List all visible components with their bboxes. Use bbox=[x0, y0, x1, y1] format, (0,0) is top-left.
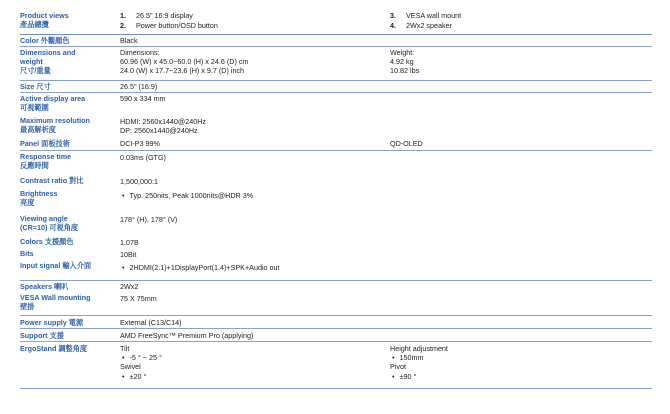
item-text: 2Wx2 speaker bbox=[406, 21, 452, 30]
item-text: VESA wall mount bbox=[406, 11, 462, 20]
support-label: Support 支援 bbox=[20, 331, 64, 340]
brightness-label bbox=[20, 189, 116, 207]
color-label: Color 外觀顏色 bbox=[20, 36, 70, 45]
bits-value: 10Bit bbox=[120, 250, 137, 259]
ergostand-label: ErgoStand 調整角度 bbox=[20, 344, 88, 353]
row-color bbox=[20, 35, 652, 47]
product-views-label-en: Product views bbox=[20, 11, 69, 20]
row-performance bbox=[20, 151, 652, 281]
dimensions-cm: 60.96 (W) x 45.0~60.0 (H) x 24.6 (D) cm bbox=[120, 57, 249, 67]
max-res-values bbox=[120, 117, 206, 135]
viewing-label bbox=[20, 214, 116, 232]
speakers-value: 2Wx2 bbox=[120, 282, 139, 291]
active-area-label-en: Active display area bbox=[20, 94, 86, 103]
dimensions-title: Dimensions: bbox=[120, 48, 160, 57]
response-label bbox=[20, 152, 116, 170]
contrast-value: 1,500,000:1 bbox=[120, 177, 158, 186]
response-label-en: Response time bbox=[20, 152, 72, 161]
vesa-value: 75 X 75mm bbox=[120, 294, 157, 303]
weight-lbs: 10.82 lbs bbox=[390, 66, 420, 76]
max-res-dp: DP: 2560x1440@240Hz bbox=[120, 126, 198, 136]
max-res-label-en: Maximum resolution bbox=[20, 116, 90, 125]
speakers-label: Speakers 喇叭 bbox=[20, 282, 69, 291]
response-label-zh: 反應時間 bbox=[20, 161, 49, 170]
active-area-value: 590 x 334 mm bbox=[120, 94, 166, 103]
pivot-value bbox=[390, 372, 448, 381]
row-support bbox=[20, 329, 652, 342]
active-area-label bbox=[20, 94, 116, 112]
viewing-label-line1: Viewing angle bbox=[20, 214, 68, 223]
dimensions-label bbox=[20, 48, 116, 75]
vesa-label bbox=[20, 293, 116, 311]
viewing-value: 178° (H), 178° (V) bbox=[120, 215, 178, 224]
row-ergostand bbox=[20, 342, 652, 389]
size-value: 26.5" (16:9) bbox=[120, 82, 158, 91]
product-views-label bbox=[20, 11, 116, 29]
support-value: AMD FreeSync™ Premium Pro (applying) bbox=[120, 331, 254, 340]
active-area-label-zh: 可視範圍 bbox=[20, 103, 49, 112]
panel-value: DCI-P3 99% bbox=[120, 139, 160, 148]
product-view-item-1 bbox=[120, 11, 193, 20]
weight-kg: 4.92 kg bbox=[390, 57, 414, 67]
row-speakers-vesa bbox=[20, 281, 652, 316]
ergo-right bbox=[390, 344, 448, 381]
dimensions-values bbox=[120, 48, 248, 76]
max-res-label bbox=[20, 116, 116, 134]
color-value: Black bbox=[120, 36, 138, 45]
row-dimensions bbox=[20, 47, 652, 81]
row-display bbox=[20, 93, 652, 151]
dimensions-label-zh: 尺寸/重量 bbox=[20, 66, 51, 75]
viewing-label-line2: (CR=10) 可視角度 bbox=[20, 223, 79, 232]
height-value bbox=[390, 353, 448, 362]
contrast-label: Contrast ratio 對比 bbox=[20, 176, 84, 185]
height-text: • 150mm bbox=[392, 353, 424, 362]
input-signal-label: Input signal 輸入介面 bbox=[20, 261, 92, 270]
item-number: 2. bbox=[120, 21, 126, 30]
dimensions-label-line2: weight bbox=[20, 57, 43, 66]
swivel-title: Swivel bbox=[120, 362, 141, 372]
tilt-title: Tilt bbox=[120, 344, 130, 353]
item-number: 4. bbox=[390, 21, 396, 30]
vesa-label-en: VESA Wall mounting bbox=[20, 293, 91, 302]
bits-label: Bits bbox=[20, 249, 34, 258]
colors-label: Colors 支援顏色 bbox=[20, 237, 74, 246]
weight-title: Weight: bbox=[390, 48, 415, 57]
brightness-text: • Typ. 250nits, Peak 1000nits@HDR 3% bbox=[122, 191, 253, 200]
max-res-label-zh: 最高解析度 bbox=[20, 125, 56, 134]
product-view-item-2 bbox=[120, 21, 218, 30]
item-text: 26.5" 16:9 display bbox=[136, 11, 193, 20]
weight-values bbox=[390, 48, 419, 76]
brightness-label-en: Brightness bbox=[20, 189, 58, 198]
response-value: 0.03ms (GTG) bbox=[120, 153, 166, 162]
row-product-views bbox=[20, 10, 652, 35]
input-signal-value bbox=[122, 263, 280, 272]
ergo-left bbox=[120, 344, 162, 381]
row-power bbox=[20, 316, 652, 329]
size-label: Size 尺寸 bbox=[20, 82, 51, 91]
product-view-item-4 bbox=[390, 21, 452, 30]
item-number: 3. bbox=[390, 11, 396, 20]
spec-sheet bbox=[20, 10, 652, 389]
vesa-label-zh: 壁掛 bbox=[20, 302, 35, 311]
tilt-text: • -5 ° ~ 25 ° bbox=[122, 353, 162, 362]
panel-label: Panel 面板技術 bbox=[20, 139, 70, 148]
brightness-value bbox=[122, 191, 253, 200]
pivot-title: Pivot bbox=[390, 362, 406, 372]
product-views-label-zh: 產品總攬 bbox=[20, 20, 49, 29]
tilt-value bbox=[120, 353, 162, 362]
item-text: Power button/OSD button bbox=[136, 21, 218, 30]
height-title: Height adjustment bbox=[390, 344, 448, 353]
swivel-value bbox=[120, 372, 162, 381]
item-number: 1. bbox=[120, 11, 126, 20]
colors-value: 1.07B bbox=[120, 238, 139, 247]
product-view-item-3 bbox=[390, 11, 461, 20]
swivel-text: • ±20 ° bbox=[122, 372, 146, 381]
pivot-text: • ±90 ° bbox=[392, 372, 416, 381]
dimensions-label-line1: Dimensions and bbox=[20, 48, 76, 57]
brightness-label-zh: 亮度 bbox=[20, 198, 35, 207]
dimensions-inch: 24.0 (W) x 17.7~23.6 (H) x 9.7 (D) inch bbox=[120, 66, 245, 76]
row-size bbox=[20, 81, 652, 93]
max-res-hdmi: HDMI: 2560x1440@240Hz bbox=[120, 117, 207, 126]
power-label: Power supply 電源 bbox=[20, 318, 84, 327]
input-signal-text: • 2HDMI(2.1)+1DisplayPort(1.4)+SPK+Audio out bbox=[122, 263, 280, 272]
power-value: External (C13/C14) bbox=[120, 318, 182, 327]
panel-type: QD-OLED bbox=[390, 139, 423, 148]
